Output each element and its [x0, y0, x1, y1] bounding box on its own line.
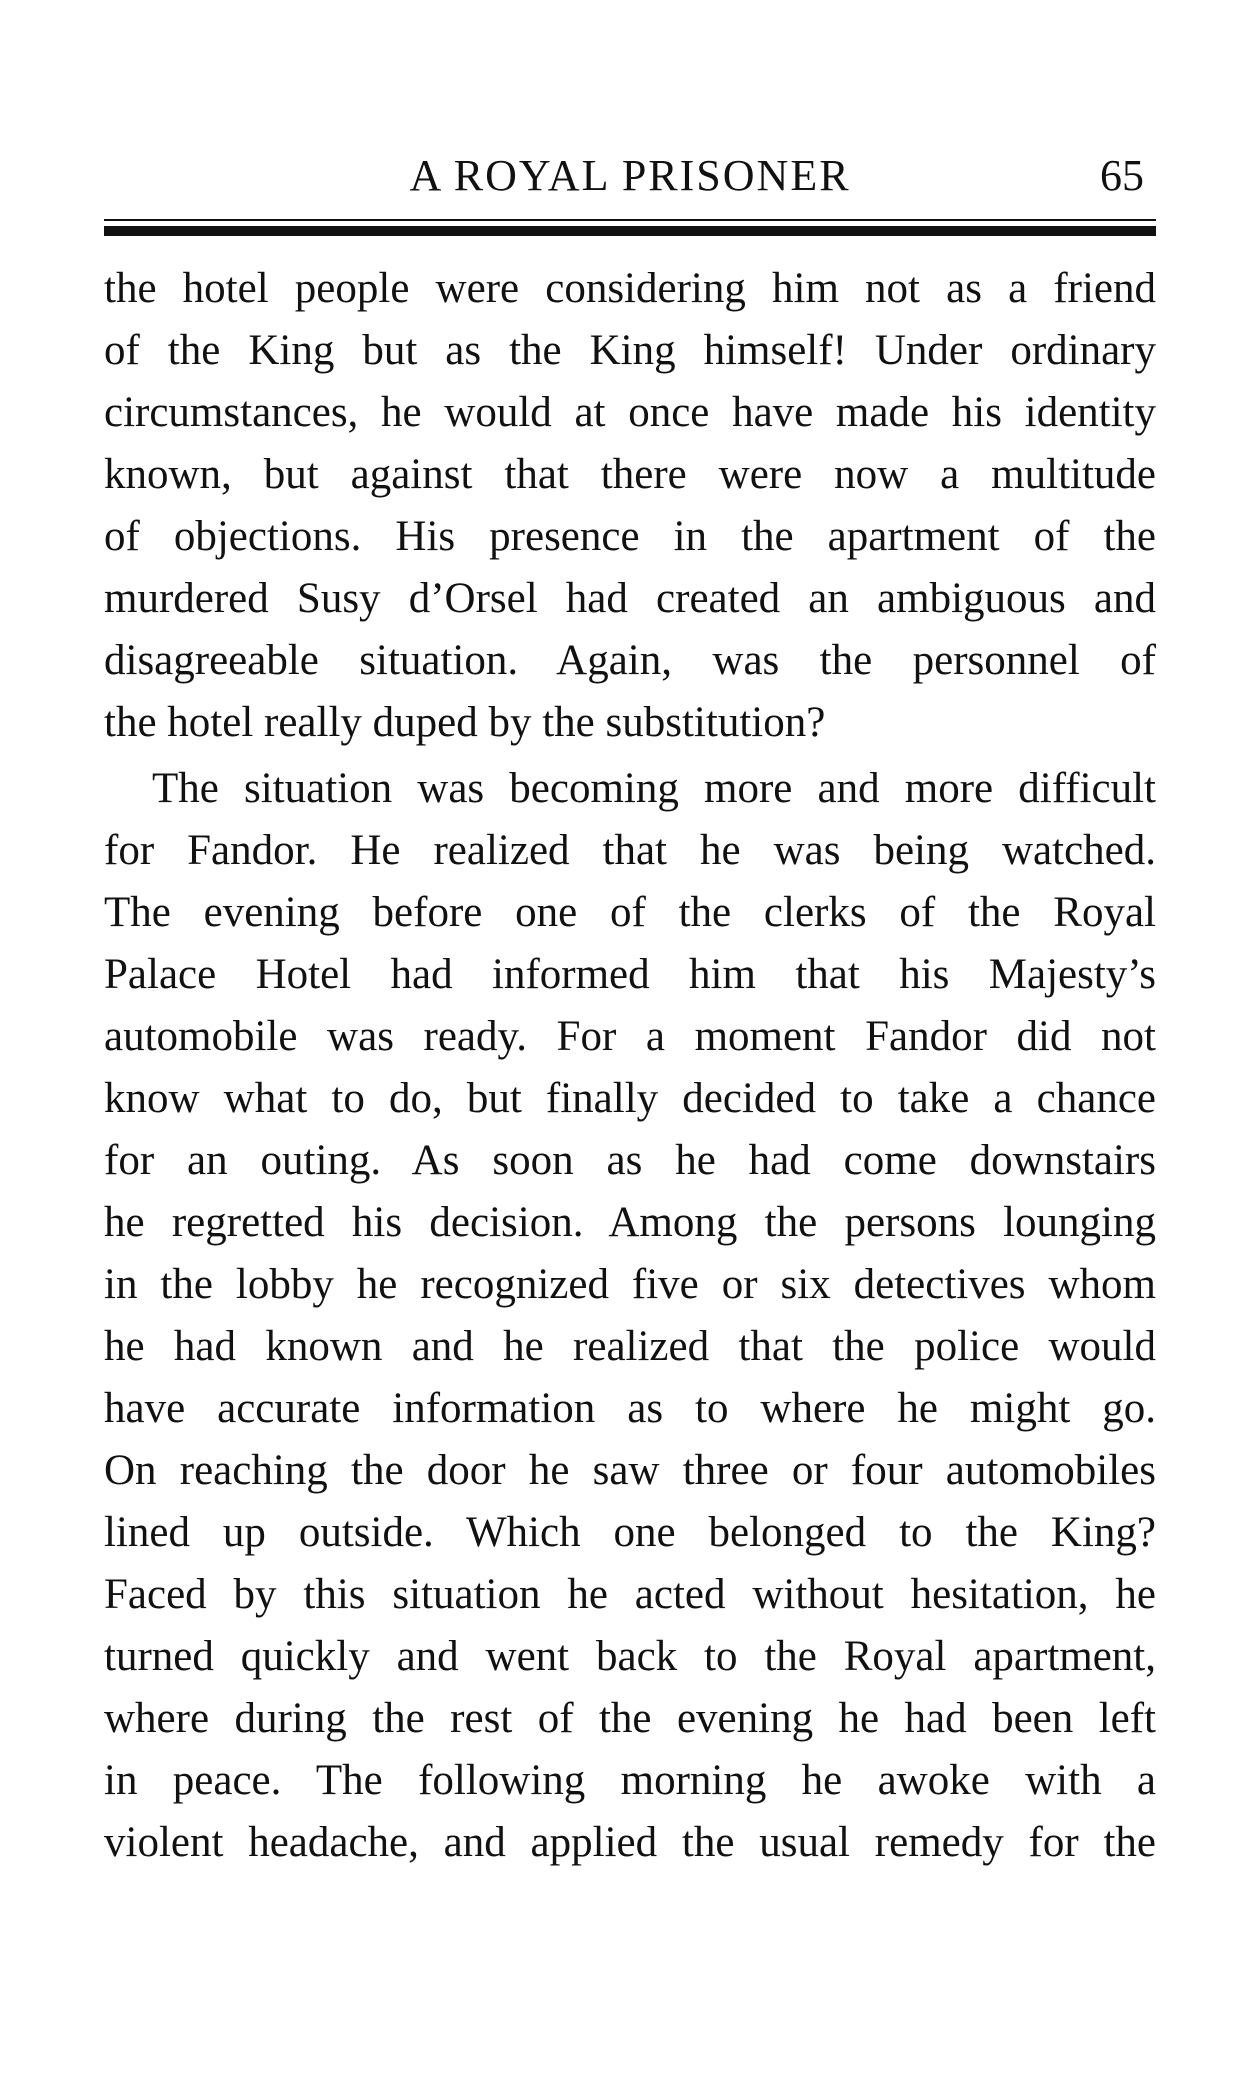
text-line: murdered Susy d’Orsel had created an ambiguous and	[104, 575, 1156, 622]
text-line: in peace. The following morning he awoke with a	[104, 1757, 1156, 1804]
text-line: the hotel really duped by the substitution?	[104, 699, 826, 746]
header-rule-thick	[104, 226, 1156, 236]
running-head	[104, 146, 1156, 206]
text-line: Palace Hotel had informed him that his Majesty’s	[104, 951, 1156, 998]
text-line: Faced by this situation he acted without hesitation, he	[104, 1571, 1156, 1618]
text-line: The evening before one of the clerks of the Royal	[104, 889, 1156, 936]
text-line: of the King but as the King himself! Under ordinary	[104, 327, 1156, 374]
text-line: have accurate information as to where he might go.	[104, 1385, 1156, 1432]
text-line: for Fandor. He realized that he was being watched.	[104, 827, 1156, 874]
text-line: know what to do, but finally decided to take a chance	[104, 1075, 1156, 1122]
text-line: On reaching the door he saw three or four automobiles	[104, 1447, 1156, 1494]
body-text	[104, 258, 1156, 1874]
text-line: the hotel people were considering him not as a friend	[104, 265, 1156, 312]
text-line: he regretted his decision. Among the persons lounging	[104, 1199, 1156, 1246]
text-line: for an outing. As soon as he had come downstairs	[104, 1137, 1156, 1184]
text-line: lined up outside. Which one belonged to the King?	[104, 1509, 1156, 1556]
text-line: he had known and he realized that the police would	[104, 1323, 1156, 1370]
running-title: A ROYAL PRISONER	[409, 151, 851, 200]
text-line: circumstances, he would at once have made his identity	[104, 389, 1156, 436]
text-line: violent headache, and applied the usual remedy for the	[104, 1819, 1156, 1866]
text-line: of objections. His presence in the apartment of the	[104, 513, 1156, 560]
header-rule-thin	[104, 219, 1156, 221]
text-line: turned quickly and went back to the Royal apartment,	[104, 1633, 1156, 1680]
page-number: 65	[1100, 151, 1144, 200]
text-line: in the lobby he recognized five or six detectives whom	[104, 1261, 1156, 1308]
text-line: disagreeable situation. Again, was the personnel of	[104, 637, 1156, 684]
text-line: where during the rest of the evening he had been left	[104, 1695, 1156, 1742]
text-line: known, but against that there were now a multitude	[104, 451, 1156, 498]
text-line: The situation was becoming more and more difficult	[152, 765, 1156, 812]
text-line: automobile was ready. For a moment Fandor did not	[104, 1013, 1156, 1060]
